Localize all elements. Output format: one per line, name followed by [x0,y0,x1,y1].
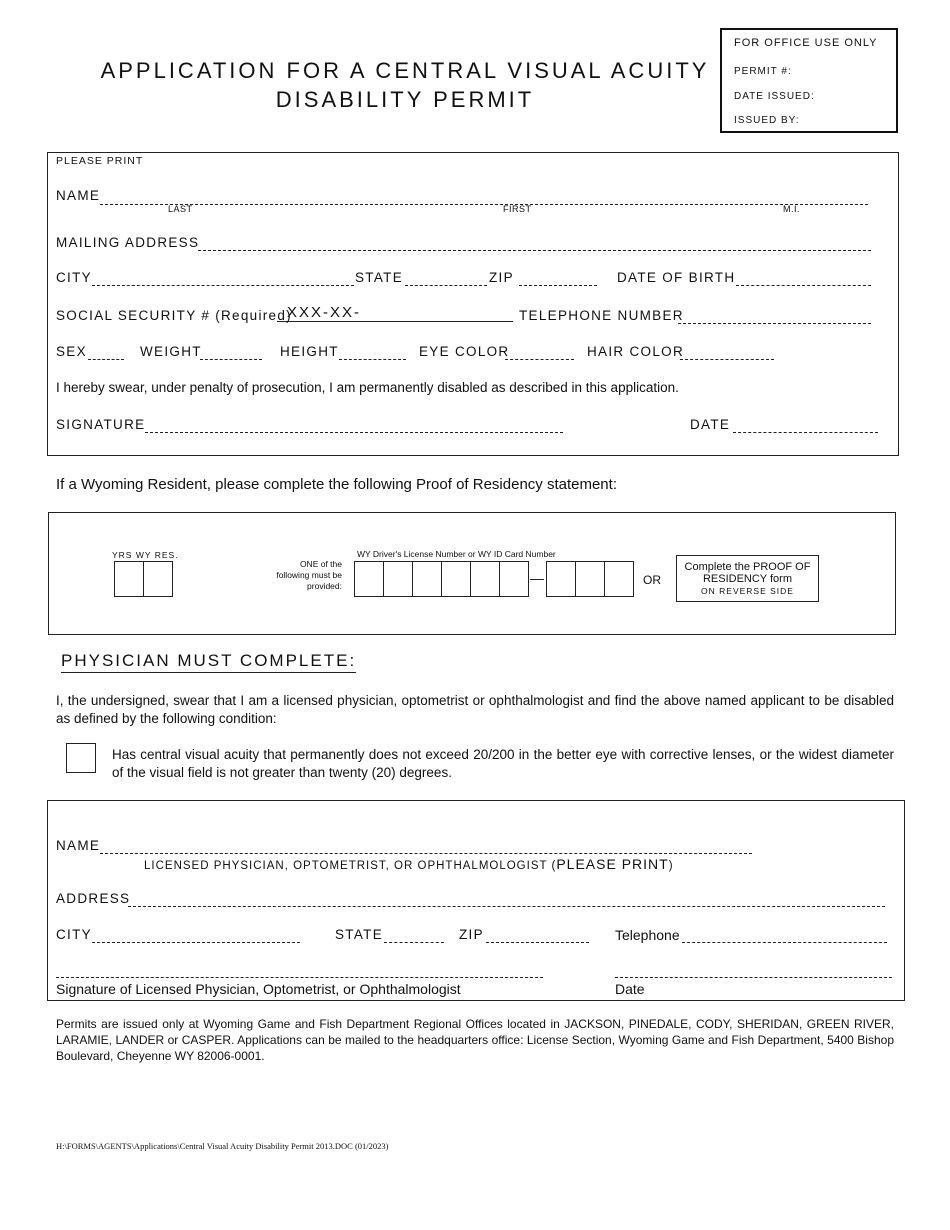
ssn-label: SOCIAL SECURITY # (Required) [56,308,292,323]
telephone-label: TELEPHONE NUMBER [519,308,684,323]
proof-line-1: Complete the PROOF OF [684,561,811,573]
footer-note: Permits are issued only at Wyoming Game and Fish Department Regional Offices located in JACKSON, PINEDALE, CODY, SHERIDAN, GREEN RIVER, LARAMIE, LANDER or CASPER. Applications can be mailed to the headquarters office: License Section, Wyoming Game and Fish Department, 5400 Bishop Boulevard, Cheyenne WY 82006-0001. [56,1017,894,1063]
office-use-heading: FOR OFFICE USE ONLY [734,37,878,49]
physician-telephone-label: Telephone [615,927,680,943]
proof-line-2: RESIDENCY form [702,573,793,585]
weight-label: WEIGHT [140,344,202,359]
physician-name-label: NAME [56,838,101,853]
weight-field[interactable] [200,359,262,360]
eye-color-label: EYE COLOR [419,344,510,359]
physician-state-field[interactable] [384,942,444,943]
physician-state-label: STATE [335,927,384,942]
zip-label: ZIP [489,270,514,285]
zip-field[interactable] [519,285,597,286]
name-label: NAME [56,188,101,203]
physician-signature-label: Signature of Licensed Physician, Optometrist, or Ophthalmologist [56,981,461,997]
office-use-box [720,28,898,133]
physician-name-caption [144,856,674,872]
state-field[interactable] [405,285,487,286]
years-residency-digit-2[interactable] [143,561,173,597]
proof-line-3: ON REVERSE SIDE [701,586,794,596]
physician-name-field[interactable] [100,853,752,854]
please-print-label: PLEASE PRINT [56,155,144,167]
physician-name-caption-text: LICENSED PHYSICIAN, OPTOMETRIST, OR OPHTHALMOLOGIST ( [144,860,557,872]
footer-file-path: H:\FORMS\AGENTS\Applications\Central Visual Acuity Disability Permit 2013.DOC (01/2023) [56,1141,389,1151]
physician-telephone-field[interactable] [682,942,887,943]
physician-heading: PHYSICIAN MUST COMPLETE: [61,651,356,673]
state-label: STATE [355,270,404,285]
date-issued-label: DATE ISSUED: [734,91,815,102]
telephone-field[interactable] [678,323,871,324]
physician-name-caption-print: PLEASE PRINT [556,856,669,872]
license-digit-8[interactable] [575,561,605,597]
or-label: OR [643,573,661,587]
issued-by-label: ISSUED BY: [734,115,800,126]
signature-label: SIGNATURE [56,417,146,432]
physician-zip-label: ZIP [459,927,484,942]
license-digit-3[interactable] [412,561,442,597]
page-title [95,56,715,114]
city-label: CITY [56,270,92,285]
residency-section [48,512,896,635]
physician-signature-field[interactable] [56,977,543,978]
hair-color-label: HAIR COLOR [587,344,685,359]
physician-zip-field[interactable] [486,942,589,943]
physician-date-label: Date [615,981,645,997]
sex-field[interactable] [88,359,124,360]
license-digit-1[interactable] [354,561,384,597]
physician-address-label: ADDRESS [56,891,131,906]
physician-city-label: CITY [56,927,92,942]
license-number-label: WY Driver's License Number or WY ID Card Number [357,549,556,559]
middle-initial-caption: M.I. [783,204,800,214]
date-label: DATE [690,417,731,432]
license-digit-6[interactable] [499,561,529,597]
condition-statement: Has central visual acuity that permanently does not exceed 20/200 in the better eye with corrective lenses, or the widest diameter of the visual field is not greater than twenty (20) degrees. [112,747,894,780]
city-field[interactable] [92,285,354,286]
license-digit-5[interactable] [470,561,500,597]
one-of-note: ONE of the following must be provided: [276,559,342,591]
license-digit-4[interactable] [441,561,471,597]
last-name-caption: LAST [168,204,193,214]
date-of-birth-label: DATE OF BIRTH [617,270,736,285]
condition-checkbox[interactable] [66,743,96,773]
permit-number-label: PERMIT #: [734,66,792,77]
years-residency-digit-1[interactable] [114,561,144,597]
first-name-caption: FIRST [503,204,532,214]
hair-color-field[interactable] [680,359,774,360]
years-residency-label: YRS WY RES. [112,550,179,560]
height-label: HEIGHT [280,344,339,359]
physician-date-field[interactable] [615,977,892,978]
license-dash [530,579,544,580]
mailing-address-field[interactable] [198,250,871,251]
physician-address-field[interactable] [128,906,885,907]
title-line-2: DISABILITY PERMIT [275,87,535,112]
date-field[interactable] [733,432,878,433]
eye-color-field[interactable] [505,359,574,360]
height-field[interactable] [339,359,406,360]
physician-swear-statement: I, the undersigned, swear that I am a licensed physician, optometrist or ophthalmologist and find the above named applicant to be disabled as defined by the following condition: [56,693,894,726]
license-digit-2[interactable] [383,561,413,597]
ssn-value: XXX-XX- [287,304,362,321]
license-digit-7[interactable] [546,561,576,597]
sex-label: SEX [56,344,87,359]
applicant-section [47,152,899,456]
date-of-birth-field[interactable] [736,285,871,286]
physician-section [47,800,905,1001]
applicant-swear-statement: I hereby swear, under penalty of prosecution, I am permanently disabled as described in this application. [56,380,679,395]
name-field[interactable] [100,204,868,205]
proof-of-residency-box [676,555,819,602]
mailing-address-label: MAILING ADDRESS [56,235,200,250]
title-line-1: APPLICATION FOR A CENTRAL VISUAL ACUITY [100,58,710,83]
license-digit-9[interactable] [604,561,634,597]
signature-field[interactable] [145,432,563,433]
physician-city-field[interactable] [92,942,300,943]
physician-name-caption-end: ) [668,860,674,872]
residency-intro: If a Wyoming Resident, please complete the following Proof of Residency statement: [56,476,617,493]
ssn-field[interactable] [277,303,513,322]
